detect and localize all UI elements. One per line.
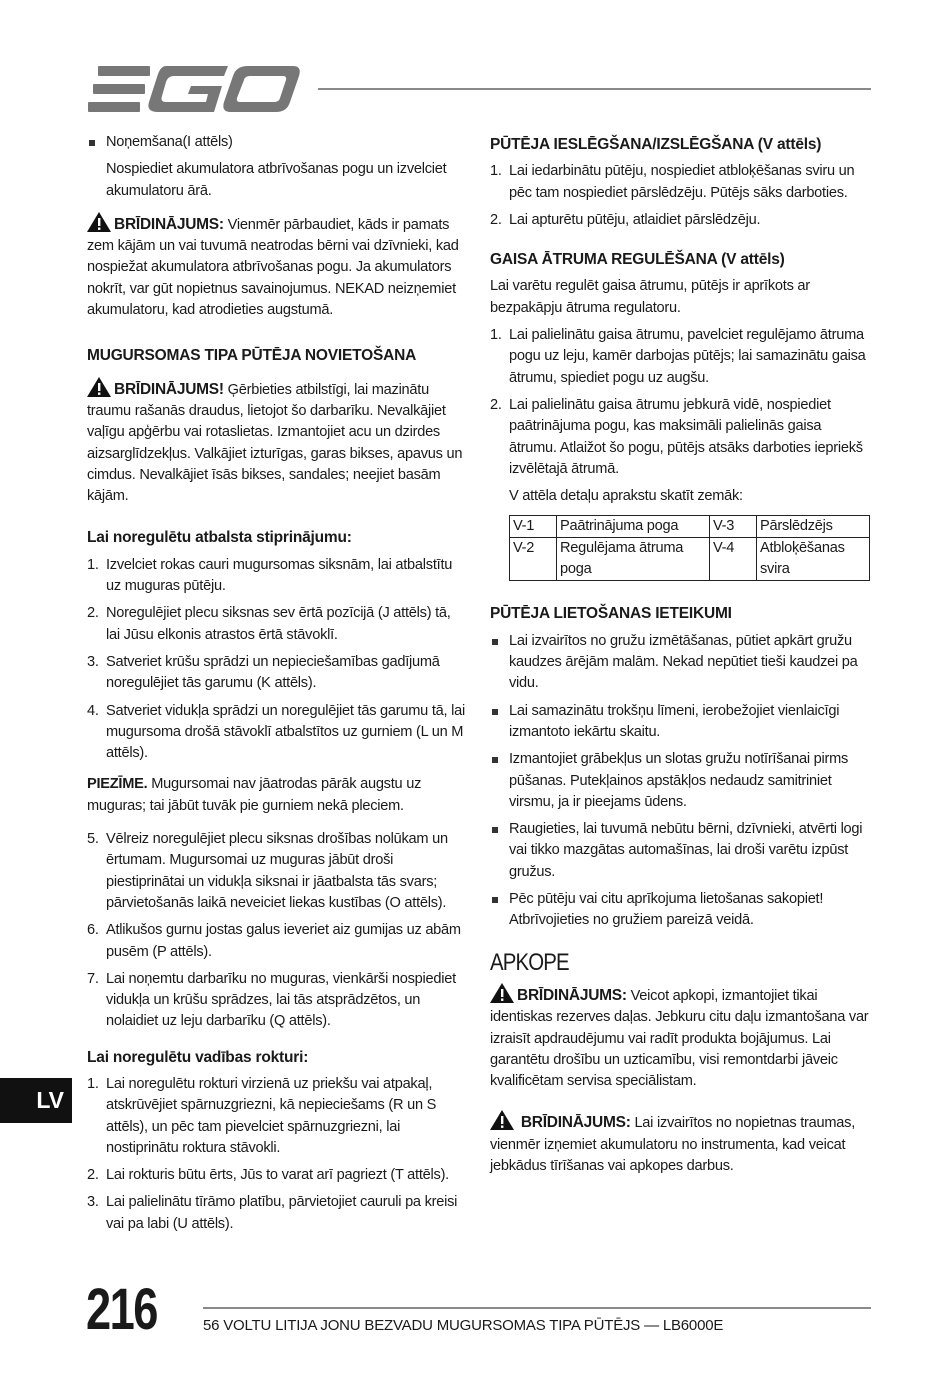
list-item: 3. Satveriet krūšu sprādzi un nepieciešamības gadījumā noregulējiet tās garumu (K attēls). <box>87 653 440 692</box>
list-item: 2. Noregulējiet plecu siksnas sev ērtā pozīcijā (J attēls) tā, lai Jūsu elkonis atrastos ērtā stāvoklī. <box>87 605 451 643</box>
removal-text: Nospiediet akumulatora atbrīvošanas pogu un izvelciet akumulatoru ārā. <box>106 161 447 199</box>
list-item: 1. Lai palielinātu gaisa ātrumu, pavelciet regulējamo ātrumа pogu uz leju, kamēr darbojas pūtējs; lai samazinātu gaisa ātrumu, spiediet pogu uz augšu. <box>490 327 866 386</box>
warning-label: BRĪDINĀJUMS! <box>114 380 224 398</box>
note-text: Mugursomai nav jāatrodas pārāk augstu uz muguras; tai jābūt tuvāk pie gurniem nekā pleciem. <box>87 776 422 814</box>
ego-logo <box>88 66 300 112</box>
steps-adjust <box>87 829 467 1033</box>
list-item: 1. Lai noregulētu rokturi virzienā uz priekšu vai atpakaļ, atskrūvējiet spārnuzgriezni, kā nepieciešams (R un S attēls), un pēc tam pievelciet spārnuzgriezni, lai nostiprinātu roktura stāvokli. <box>87 1075 437 1156</box>
list-item: 2. Lai palielinātu gaisa ātrumu jebkurā vidē, nospiediet paātrinājuma pogu, kas maksimāli palielinās gaisa ātrumu. Atlaižot šo pogu, pūtējs atsāks darboties iepriekš izvēlētajā ātrumā. <box>490 396 863 477</box>
list-item: 1. Izvelciet rokas cauri mugursomas siksnām, lai atbalstītu uz muguras pūtēju. <box>87 556 453 595</box>
list-item: Lai izvairītos no gružu izmētāšanas, pūtiet apkārt gružu kaudzes ārējām malām. Nekad nepūtiet tieši kaudzei pa vidu. <box>490 631 872 695</box>
warning-triangle-icon <box>490 983 514 1003</box>
warning-text: Vienmēr pārbaudiet, kāds ir pamats zem kājām un vai tuvumā neatrodas bērni vai dzīvnieki, kad nospiežat akumulatora atbrīvošanas pogu. Ja akumulators nokrīt, var gūt nopietnus savainojumus. NEKAD neizņemiet akumulatoru, kad atrodieties augstumā. <box>87 216 459 319</box>
list-item: Raugieties, lai tuvumā nebūtu bērni, dzīvnieki, atvērti logi vai tikko mazgātas automašīnas, lai droši varētu izpūst gružus. <box>490 819 872 883</box>
list-item: Lai samazinātu trokšņu līmeni, ierobežojiet vienlaicīgi izmantoto iekārtu skaitu. <box>490 701 872 744</box>
warning-battery <box>87 212 467 321</box>
note <box>87 774 467 817</box>
list-item: 4. Satveriet vidukļa sprādzi un noregulējiet tās garumu tā, lai mugursoma drošā stāvoklī atbalstītos uz gurniem (L un M attēls). <box>87 702 465 762</box>
speed-intro: Lai varētu regulēt gaisa ātrumu, pūtējs ir aprīkots ar bezpakāpju ātruma regulatoru. <box>490 278 810 316</box>
warning-triangle-icon <box>87 212 111 232</box>
warning-label: BRĪDINĀJUMS: <box>517 986 627 1004</box>
warning-parts <box>490 983 872 1092</box>
list-item: 5. Vēlreiz noregulējiet plecu siksnas drošības nolūkam un ērtumam. Mugursomai uz muguras jābūt droši piestiprinātai un vidukļa siksnai ir jāatbalsta tās svars; pārvietošanās laikā neveiciet liekas kustības (O attēls). <box>87 831 448 911</box>
page-number: 216 <box>86 1277 157 1342</box>
warning-text: Lai izvairītos no nopietnas traumas, vienmēr izņemiet akumulatoru no instrumenta, kad veicat jebkādus tīrīšanas vai apkopes darbus. <box>490 1115 856 1174</box>
footer-rule <box>203 1307 871 1309</box>
steps-handle <box>87 1074 467 1235</box>
left-column <box>87 132 467 1241</box>
list-item: Izmantojiet grābekļus un slotas gružu notīrīšanai pirms pūšanas. Putekļainos apstākļos nedaudz samitriniet virsmu, ja ir pieejams ūdens. <box>490 749 872 813</box>
list-item: 2. Lai rokturis būtu ērts, Jūs to varat arī pagriezt (T attēls). <box>87 1167 449 1184</box>
steps-onoff <box>490 161 872 231</box>
steps-speed <box>490 325 872 480</box>
list-item: 6. Atlikušos gurnu jostas galus ieveriet aiz gumijas uz abām pusēm (P attēls). <box>87 922 461 960</box>
warning-remove-battery <box>490 1110 872 1177</box>
warning-triangle-icon <box>87 377 111 397</box>
note-label: PIEZĪME. <box>87 776 148 793</box>
list-item: 2. Lai apturētu pūtēju, atlaidiet pārslēdzēju. <box>490 211 761 228</box>
subheading-support: Lai noregulētu atbalsta stiprinājumu: <box>87 529 352 547</box>
warning-triangle-icon <box>490 1110 514 1130</box>
warning-label: BRĪDINĀJUMS: <box>114 215 224 233</box>
list-item: 1. Lai iedarbinātu pūtēju, nospiediet atbloķēšanas sviru un pēc tam nospiediet pārslēdzēju. Pūtējs sāks darboties. <box>490 163 855 201</box>
legend-intro: V attēla detaļu aprakstu skatīt zemāk: <box>509 488 743 505</box>
header-rule <box>318 88 871 90</box>
tips-list <box>490 631 872 932</box>
section-heading-speed: GAISA ĀTRUMA REGULĒŠANA (V attēls) <box>490 251 785 269</box>
section-heading-onoff: PŪTĒJA IESLĒGŠANA/IZSLĒGŠANA (V attēls) <box>490 136 822 153</box>
footer-title: 56 VOLTU LITIJA JONU BEZVADU MUGURSOMAS TIPA PŪTĒJS — LB6000E <box>203 1317 724 1334</box>
section-heading-maintenance: APKOPE <box>490 948 569 976</box>
warning-label: BRĪDINĀJUMS: <box>520 1114 631 1132</box>
list-item: Pēc pūtēju vai citu aprīkojuma lietošanas sakopiet! Atbrīvojieties no gružiem pareizā veidā. <box>490 889 872 932</box>
steps-support <box>87 555 467 765</box>
warning-clothing <box>87 377 467 508</box>
legend-table <box>509 515 870 581</box>
table-row: V-1 Paātrinājuma poga V-3 Pārslēdzējs <box>510 516 870 538</box>
section-heading-tips: PŪTĒJA LIETOŠANAS IETEIKUMI <box>490 605 732 623</box>
table-row: V-2 Regulējama ātruma poga V-4 Atbloķēšanas svira <box>510 538 870 581</box>
warning-text: Veicot apkopi, izmantojiet tikai identiskas rezerves daļas. Jebkuru citu daļu izmantošana var izraisīt apdraudējumu vai radīt produkta bojājumus. Lai garantētu drošību un uzticamību, visi remontdarbi jāveic kvalificētam servisa speciālistam. <box>490 987 869 1090</box>
subheading-handle: Lai noregulētu vadības rokturi: <box>87 1048 309 1066</box>
language-tab: LV <box>0 1078 72 1123</box>
section-heading-placement: MUGURSOMAS TIPA PŪTĒJA NOVIETOŠANA <box>87 347 417 365</box>
list-item: 7. Lai noņemtu darbarīku no muguras, vienkārši nospiediet vidukļa un krūšu sprādzes, lai tās atsprādzētos, un nolaidiet uz leju darbarīku (Q attēls). <box>87 970 456 1030</box>
list-item: 3. Lai palielinātu tīrāmo platību, pārvietojiet cauruli pa kreisi vai pa labi (U attēls). <box>87 1194 458 1232</box>
warning-text: Ģērbieties atbilstīgi, lai mazinātu traumu rašanās draudus, lietojot šo darbarīku. Nevalkājiet vaļīgu apģērbu vai rotaslietas. Izmantojiet acu un dzirdes aizsarglīdzekļus. Valkājiet izturīgas, garas bikses, apavus un cimdus. Nevalkājiet īsās bikses, sandales; neejiet basām kājām. <box>87 381 463 505</box>
bullet-removal: Noņemšana(I attēls) <box>87 132 467 153</box>
right-column <box>490 132 872 1183</box>
